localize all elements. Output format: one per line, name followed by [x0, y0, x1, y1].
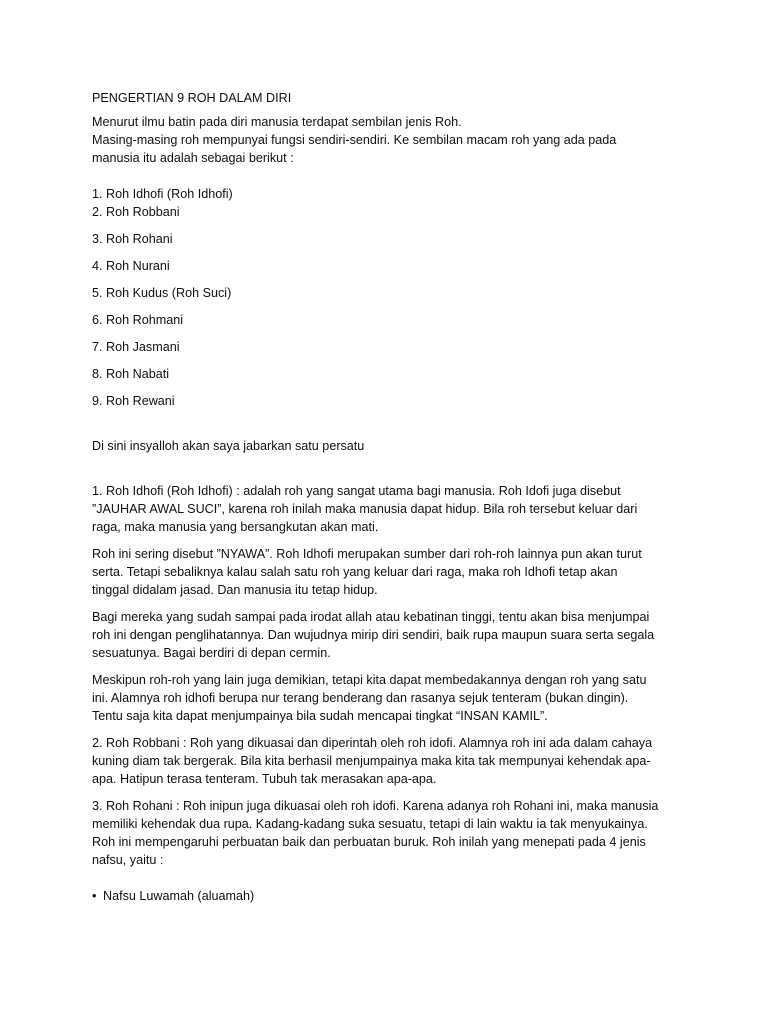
paragraph-line: ”JAUHAR AWAL SUCI”, karena roh inilah maka manusia dapat hidup. Bila roh tersebut keluar dari [92, 502, 638, 516]
paragraph-line: Tentu saja kita dapat menjumpainya bila sudah mencapai tingkat “INSAN KAMIL”. [92, 709, 548, 723]
paragraph-line: roh ini dengan penglihatannya. Dan wujudnya mirip diri sendiri, baik rupa maupun suara serta segala [92, 628, 655, 642]
paragraph-line: memiliki kehendak dua rupa. Kadang-kadang suka sesuatu, tetapi di lain waktu ia tak menyukainya. [92, 817, 648, 831]
paragraph-roh-rohani [92, 797, 692, 869]
bullet-icon: • [92, 889, 97, 903]
paragraph-line: nafsu, yaitu : [92, 853, 164, 867]
list-item: 2. Roh Robbani [92, 205, 180, 219]
list-item: 3. Roh Rohani [92, 232, 173, 246]
paragraph-nyawa [92, 545, 692, 599]
paragraph-insan-kamil [92, 671, 692, 725]
intro-line: Masing-masing roh mempunyai fungsi sendiri-sendiri. Ke sembilan macam roh yang ada pada [92, 133, 617, 147]
paragraph-line: apa. Hatipun terasa tenteram. Tubuh tak merasakan apa-apa. [92, 772, 437, 786]
paragraph-roh-robbani [92, 734, 692, 788]
paragraph-line: 3. Roh Rohani : Roh inipun juga dikuasai oleh roh idofi. Karena adanya roh Rohani ini, maka manusia [92, 799, 659, 813]
document-title: PENGERTIAN 9 ROH DALAM DIRI [92, 91, 292, 105]
paragraph-line: tinggal didalam jasad. Dan manusia itu tetap hidup. [92, 583, 378, 597]
bullet-text: Nafsu Luwamah (aluamah) [103, 889, 255, 903]
paragraph-line: serta. Tetapi sebaliknya kalau salah satu roh yang keluar dari raga, maka roh Idhofi tetap akan [92, 565, 618, 579]
bullet-item [92, 887, 692, 905]
paragraph-roh-idhofi [92, 482, 692, 536]
paragraph-line: kuning diam tak bergerak. Bila kita berhasil menjumpainya maka kita tak mempunyai kehendak apa- [92, 754, 651, 768]
paragraph-line: Meskipun roh-roh yang lain juga demikian, tetapi kita dapat membedakannya dengan roh yang satu [92, 673, 647, 687]
list-item: 8. Roh Nabati [92, 367, 170, 381]
list-item: 4. Roh Nurani [92, 259, 170, 273]
paragraph-irodat [92, 608, 692, 662]
list-item: 6. Roh Rohmani [92, 313, 184, 327]
intro-paragraph [92, 113, 692, 167]
paragraph-line: Roh ini sering disebut ”NYAWA”. Roh Idhofi merupakan sumber dari roh-roh lainnya pun akan turut [92, 547, 642, 561]
paragraph-line: ini. Alamnya roh idhofi berupa nur terang benderang dan rasanya sejuk tenteram (bukan dingin). [92, 691, 629, 705]
paragraph-line: raga, maka manusia yang bersangkutan akan mati. [92, 520, 379, 534]
list-item: 5. Roh Kudus (Roh Suci) [92, 286, 232, 300]
roh-list [92, 185, 692, 410]
closing-sentence: Di sini insyalloh akan saya jabarkan satu persatu [92, 439, 365, 453]
paragraph-line: 1. Roh Idhofi (Roh Idhofi) : adalah roh yang sangat utama bagi manusia. Roh Idofi juga disebut [92, 484, 621, 498]
intro-line: Menurut ilmu batin pada diri manusia terdapat sembilan jenis Roh. [92, 115, 462, 129]
intro-line: manusia itu adalah sebagai berikut : [92, 151, 294, 165]
paragraph-line: Roh ini mempengaruhi perbuatan baik dan perbuatan buruk. Roh inilah yang menepati pada 4 jenis [92, 835, 646, 849]
paragraph-line: sesuatunya. Bagai berdiri di depan cermin. [92, 646, 331, 660]
document-page [92, 89, 692, 905]
list-item: 7. Roh Jasmani [92, 340, 180, 354]
list-item: 1. Roh Idhofi (Roh Idhofi) [92, 187, 233, 201]
list-item: 9. Roh Rewani [92, 394, 175, 408]
paragraph-line: 2. Roh Robbani : Roh yang dikuasai dan diperintah oleh roh idofi. Alamnya roh ini ada dalam cahaya [92, 736, 653, 750]
paragraph-line: Bagi mereka yang sudah sampai pada irodat allah atau kebatinan tinggi, tentu akan bisa menjumpai [92, 610, 650, 624]
